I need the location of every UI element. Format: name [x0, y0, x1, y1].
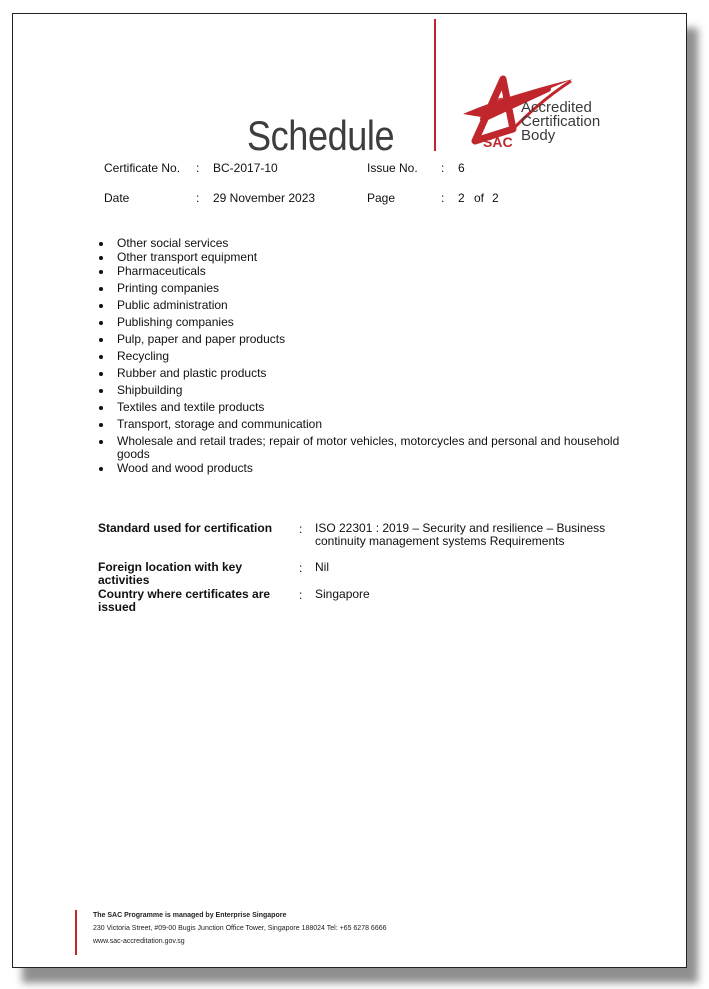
country-label: Country where certificates are issued — [98, 587, 271, 614]
standard-label: Standard used for certification — [98, 521, 273, 535]
page-title: Schedule — [247, 112, 395, 159]
page-label: Page — [367, 191, 396, 205]
sac-logo-mark: SAC — [483, 134, 513, 150]
document-page — [12, 13, 687, 968]
list-item: Wholesale and retail trades; repair of motor vehicles, motorcycles and personal and household goods — [117, 435, 637, 461]
header-divider — [434, 19, 436, 151]
list-item: Shipbuilding — [117, 384, 637, 397]
country-colon: : — [299, 588, 303, 602]
list-item: Printing companies — [117, 282, 637, 295]
date-value: 29 November 2023 — [213, 191, 316, 205]
certificate-colon: : — [196, 161, 200, 175]
logo-line-body: Body — [521, 127, 556, 144]
standard-value: ISO 22301 : 2019 – Security and resilience – Business continuity management systems Requirements — [315, 521, 606, 548]
date-label: Date — [104, 191, 130, 205]
issue-value: 6 — [458, 161, 465, 175]
issue-label: Issue No. — [367, 161, 418, 175]
logo-line-accredited: Accredited — [521, 99, 592, 116]
list-item: Pulp, paper and paper products — [117, 333, 637, 346]
list-item: Other transport equipment — [117, 251, 637, 264]
foreign-location-colon: : — [299, 561, 303, 575]
certificate-value: BC-2017-10 — [213, 161, 278, 175]
list-item: Transport, storage and communication — [117, 418, 637, 431]
list-item: Public administration — [117, 299, 637, 312]
list-item: Wood and wood products — [117, 462, 637, 475]
list-item: Recycling — [117, 350, 637, 363]
footer-address: 230 Victoria Street, #09-00 Bugis Junction Office Tower, Singapore 188024 Tel: +65 6278 6666 — [93, 925, 387, 932]
foreign-location-value: Nil — [315, 560, 329, 574]
footer-website: www.sac-accreditation.gov.sg — [93, 938, 185, 945]
standard-colon: : — [299, 522, 303, 536]
footer-managed-by: The SAC Programme is managed by Enterprise Singapore — [93, 912, 287, 919]
date-colon: : — [196, 191, 200, 205]
list-item: Textiles and textile products — [117, 401, 637, 414]
page-colon: : — [441, 191, 445, 205]
list-item: Other social services — [117, 237, 637, 250]
list-item: Publishing companies — [117, 316, 637, 329]
logo-line-certification: Certification — [521, 113, 601, 130]
issue-colon: : — [441, 161, 445, 175]
foreign-location-label: Foreign location with key activities — [98, 560, 243, 587]
list-item: Rubber and plastic products — [117, 367, 637, 380]
country-value: Singapore — [315, 587, 370, 601]
page-of: of — [474, 191, 485, 205]
certificate-label: Certificate No. — [104, 161, 181, 175]
footer-accent-bar — [75, 910, 77, 955]
sector-list — [95, 237, 637, 479]
page-value: 2 — [458, 191, 465, 205]
list-item: Pharmaceuticals — [117, 265, 637, 278]
page-total: 2 — [492, 191, 499, 205]
